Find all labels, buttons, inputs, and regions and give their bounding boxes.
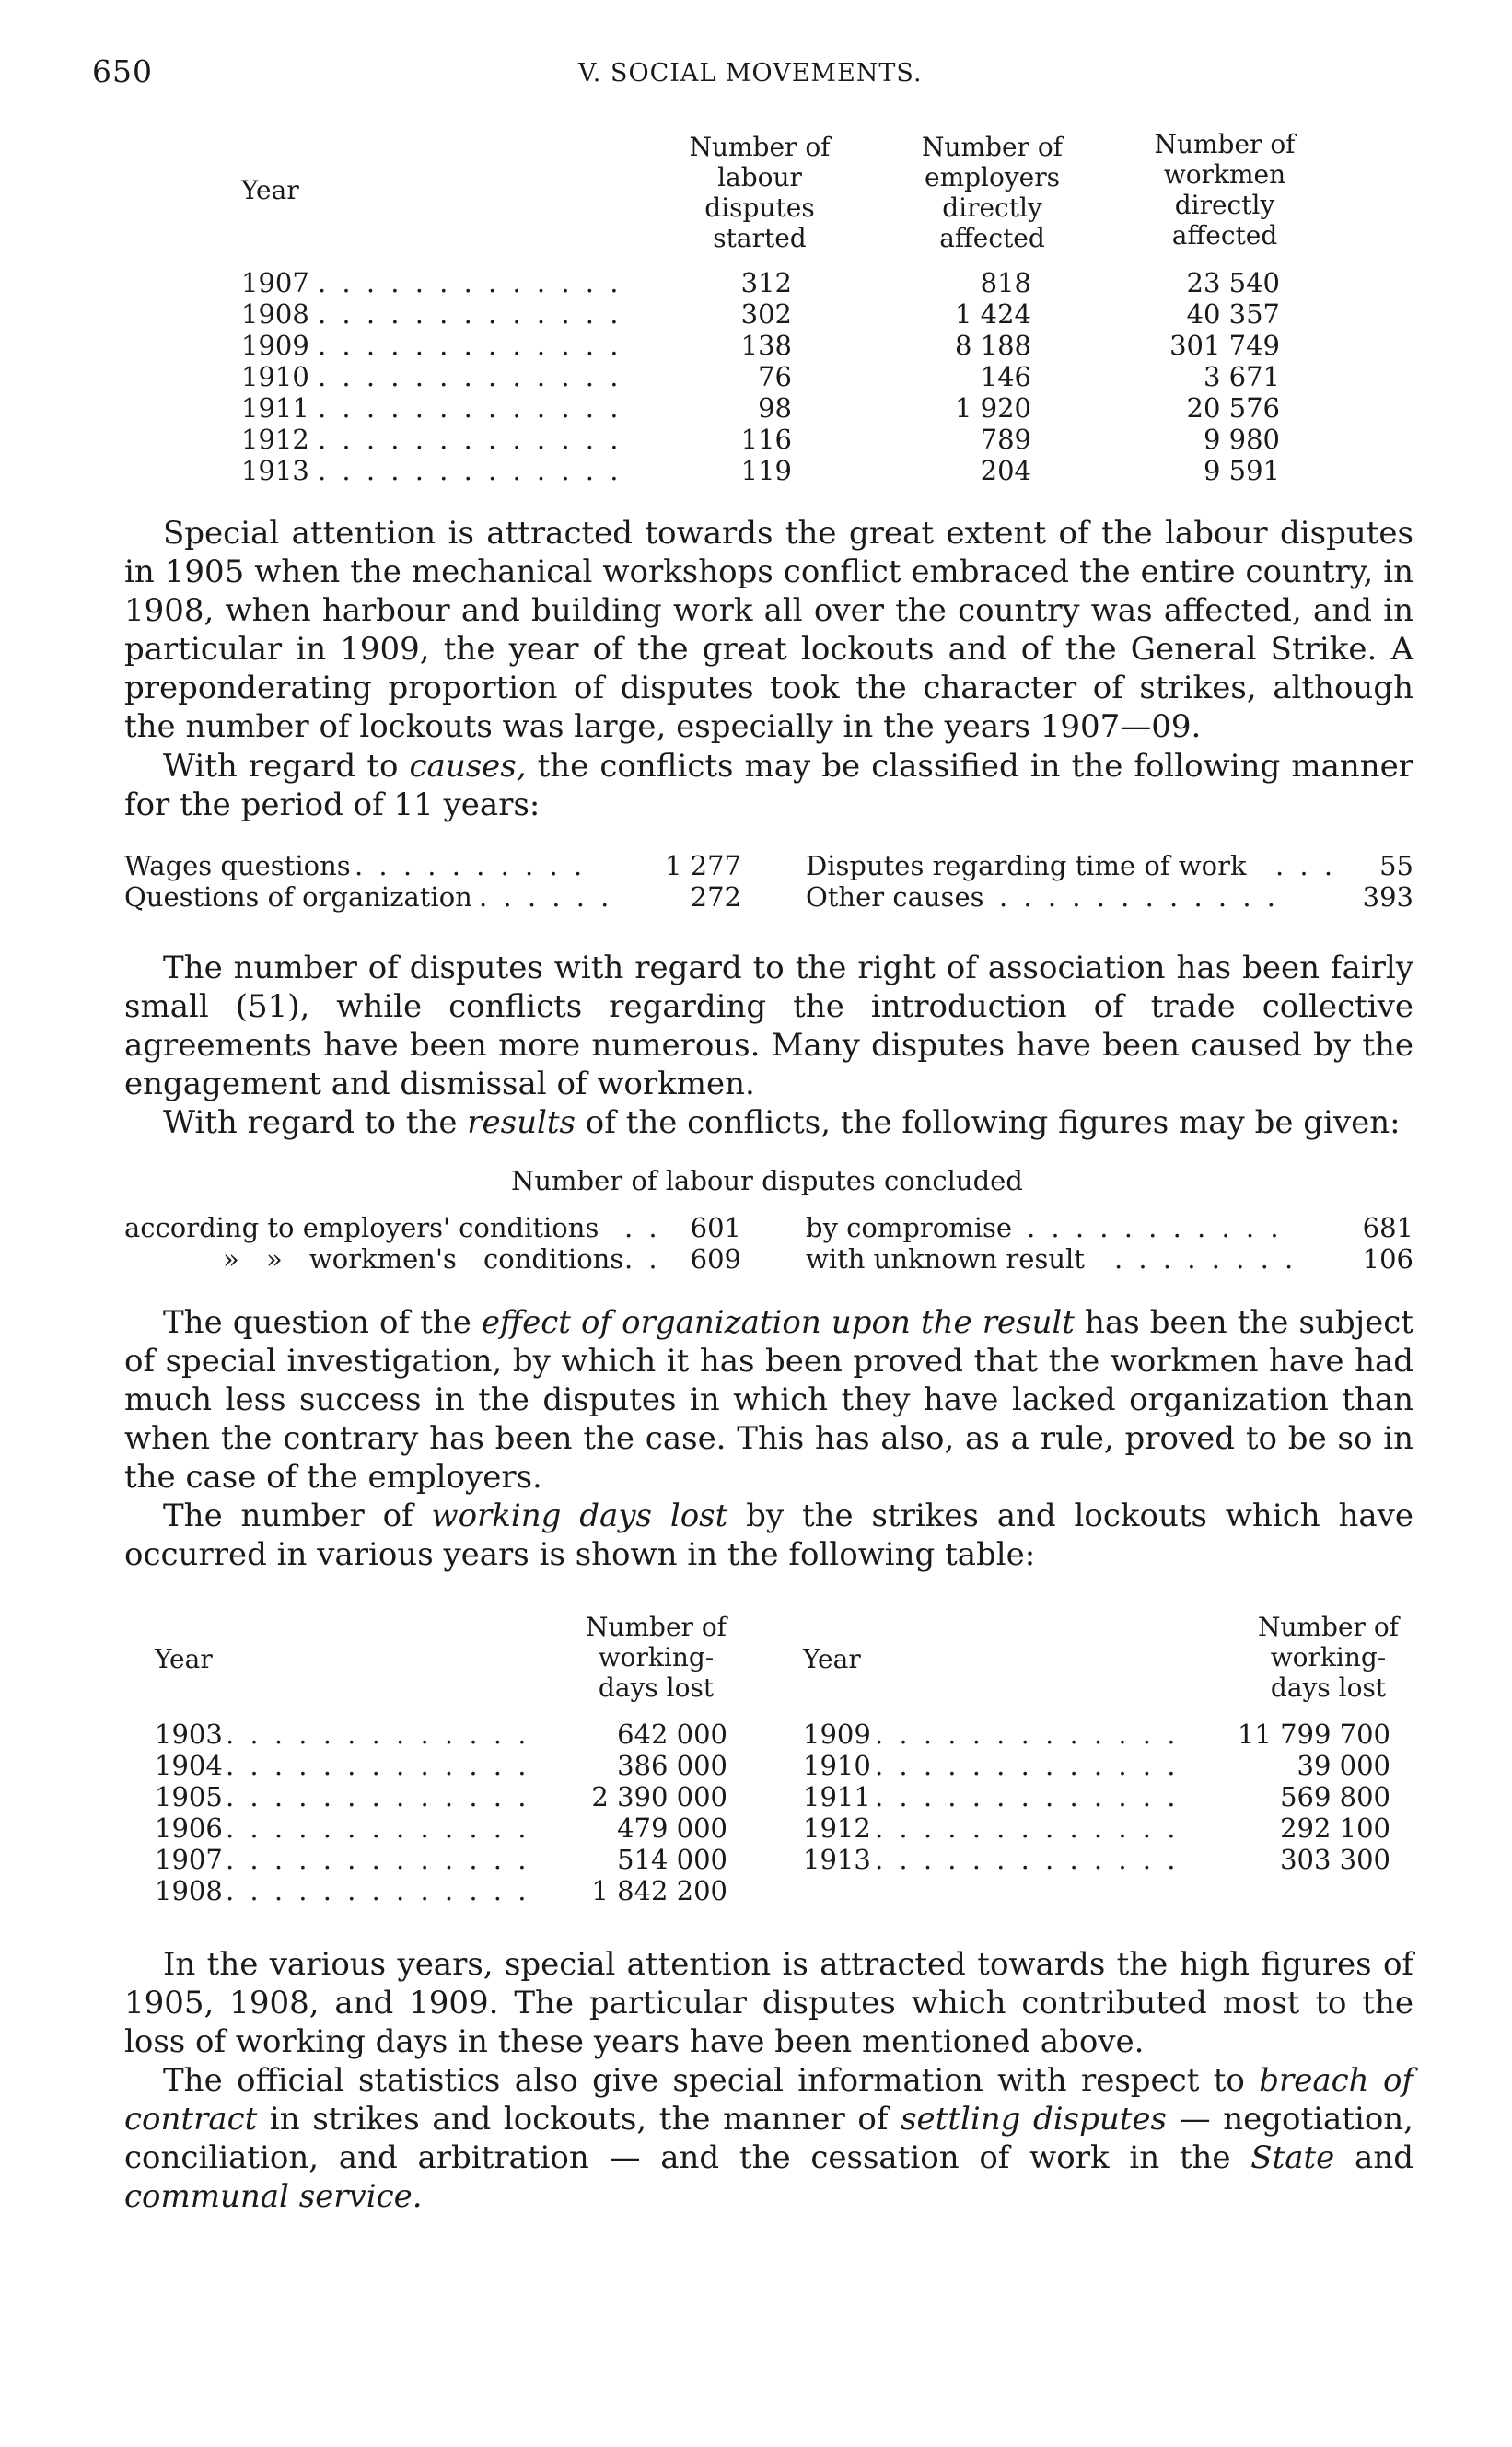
table-row-year: 1906 — [155, 1812, 223, 1844]
table-cell-disputes: 76 — [758, 361, 792, 392]
table-cell-disputes: 302 — [740, 298, 792, 330]
table-cell-employers: 1 424 — [954, 298, 1031, 330]
leader-dots: . . . . . . . . . . . . . — [226, 1719, 530, 1750]
leader-dots: . . . . . . . . . . . . . — [226, 1750, 530, 1781]
table-cell-days-lost: 479 000 — [617, 1812, 727, 1844]
table-cell-days-lost: 303 300 — [1280, 1844, 1390, 1875]
table-cell-employers: 818 — [980, 267, 1031, 298]
col-head-workmen: Number of workmen directly affected — [1154, 129, 1296, 251]
leader-dots: . . . . . . . . . . . . . — [875, 1812, 1180, 1844]
cause-value: 272 — [690, 881, 741, 913]
table-cell-days-lost: 1 842 200 — [591, 1875, 727, 1906]
running-title: V. SOCIAL MOVEMENTS. — [578, 59, 923, 87]
table-cell-days-lost: 39 000 — [1297, 1750, 1390, 1781]
table-cell-days-lost: 514 000 — [617, 1844, 727, 1875]
leader-dots: . . . . . . . . . . . . . — [318, 361, 622, 392]
col-head-days-lost: Number of working-days lost — [1257, 1612, 1400, 1703]
cause-label: Other causes — [806, 881, 984, 913]
table-row-year: 1908 — [241, 298, 309, 330]
page-number: 650 — [92, 53, 153, 89]
concluded-value: 681 — [1362, 1212, 1413, 1243]
col-head-year: Year — [155, 1644, 213, 1674]
leader-dots: . . . . . . . . . . . . . — [318, 298, 622, 330]
leader-dots: . . — [624, 1212, 661, 1243]
leader-dots: . . — [624, 1243, 661, 1275]
table-row-year: 1910 — [241, 361, 309, 392]
paragraph-disputes-extent: Special attention is attracted towards the great extent of the labour disputes in 1905 when the mechanical workshops conflict embraced the entire country, in 1908, when harbour and building work all over the country was affected, and in particular in 1909, the year of the great lockouts and of the General Strike. A preponderating proportion of disputes took the character of strikes, although the number of lockouts was large, especially in the years 1907—09. — [124, 515, 1413, 745]
table-row-year: 1908 — [155, 1875, 223, 1906]
leader-dots: . . . . . . . . . . . . . — [226, 1781, 530, 1812]
table-row-year: 1909 — [803, 1719, 871, 1750]
paragraph-working-days: The number of working days lost by the strikes and lockouts which have occurred in various years is shown in the following table: — [124, 1497, 1413, 1573]
paragraph-results-intro: With regard to the results of the conflicts, the following figures may be given: — [163, 1104, 1401, 1141]
table-cell-workmen: 301 749 — [1169, 330, 1280, 361]
table-cell-workmen: 3 671 — [1203, 361, 1280, 392]
table-cell-employers: 146 — [980, 361, 1031, 392]
leader-dots: . . . . . . . . . . . . . — [875, 1719, 1180, 1750]
concluded-title: Number of labour disputes concluded — [511, 1165, 1023, 1196]
col-head-disputes: Number of labour disputes started — [689, 132, 831, 253]
paragraph-causes-intro: With regard to causes, the conflicts may be classified in the following manner for the period of 11 years: — [124, 748, 1414, 823]
table-row-year: 1913 — [803, 1844, 871, 1875]
table-cell-days-lost: 386 000 — [617, 1750, 727, 1781]
table-row-year: 1911 — [241, 392, 309, 424]
paragraph-organization-effect: The question of the effect of organization upon the result has been the subject of special investigation, by which it has been proved that the workmen have had much less success in the disputes in which they have lacked organization than when the contrary has been the case. This has also, as a rule, proved to be so in the case of the employers. — [124, 1304, 1413, 1496]
emphasis-organization: effect of organization upon the result — [481, 1304, 1075, 1341]
paragraph-official-statistics: The official statistics also give special information with respect to breach of contract in strikes and lockouts, the manner of settling disputes — negotiation, conciliation, and arbitration — and the cessation of work in the State and communal service. — [124, 2062, 1413, 2215]
leader-dots: . . . . . . . . . . . . . — [318, 455, 622, 486]
table-cell-employers: 1 920 — [954, 392, 1031, 424]
table-cell-disputes: 98 — [758, 392, 792, 424]
leader-dots: . . . . . . . . . . — [355, 850, 587, 881]
paragraph-high-figures: In the various years, special attention is attracted towards the high figures of 1905, 1908, and 1909. The particular disputes which contributed most to the loss of working days in these years have been mentioned above. — [124, 1946, 1413, 2060]
table-row-year: 1904 — [155, 1750, 223, 1781]
cause-value: 55 — [1379, 850, 1413, 881]
table-cell-disputes: 312 — [740, 267, 792, 298]
paragraph-association: The number of disputes with regard to the right of association has been fairly small (51), while conflicts regarding the introduction of trade collective agreements have been more numerous. Many disputes have been caused by the engagement and dismissal of workmen. — [124, 950, 1413, 1102]
concluded-value: 609 — [690, 1243, 741, 1275]
table-cell-days-lost: 2 390 000 — [591, 1781, 727, 1812]
table-row-year: 1913 — [241, 455, 309, 486]
table-cell-disputes: 119 — [740, 455, 792, 486]
leader-dots: . . . — [1275, 850, 1337, 881]
emphasis-working-days: working days lost — [431, 1497, 728, 1534]
table-row-year: 1903 — [155, 1719, 223, 1750]
concluded-value: 601 — [690, 1212, 741, 1243]
table-row-year: 1907 — [241, 267, 309, 298]
concluded-label: » » workmen's conditions — [223, 1243, 624, 1275]
table-row-year: 1907 — [155, 1844, 223, 1875]
col-head-year: Year — [803, 1644, 861, 1674]
table-cell-days-lost: 569 800 — [1280, 1781, 1390, 1812]
col-head-year: Year — [241, 175, 299, 205]
col-head-employers: Number of employers directly affected — [921, 132, 1064, 253]
table-cell-workmen: 9 980 — [1203, 424, 1280, 455]
emphasis-breach: breach of contract — [124, 2062, 1413, 2138]
leader-dots: . . . . . . . . . . . . . — [875, 1844, 1180, 1875]
leader-dots: . . . . . . . . . . . . . — [226, 1875, 530, 1906]
emphasis-results: results — [467, 1104, 576, 1141]
table-cell-employers: 8 188 — [954, 330, 1031, 361]
leader-dots: . . . . . . . . . . . . . — [875, 1750, 1180, 1781]
table-cell-days-lost: 642 000 — [617, 1719, 727, 1750]
leader-dots: . . . . . . — [479, 881, 613, 913]
leader-dots: . . . . . . . . . . . — [1027, 1212, 1283, 1243]
table-cell-workmen: 40 357 — [1186, 298, 1280, 330]
cause-label: Wages questions — [124, 850, 351, 881]
leader-dots: . . . . . . . . — [1114, 1243, 1297, 1275]
table-cell-days-lost: 11 799 700 — [1237, 1719, 1390, 1750]
emphasis-causes: causes, — [409, 748, 527, 785]
table-row-year: 1912 — [803, 1812, 871, 1844]
leader-dots: . . . . . . . . . . . . . — [318, 392, 622, 424]
emphasis-settling: settling disputes — [901, 2101, 1167, 2138]
leader-dots: . . . . . . . . . . . . . — [318, 267, 622, 298]
emphasis-state: State — [1250, 2139, 1335, 2176]
table-cell-workmen: 20 576 — [1186, 392, 1280, 424]
cause-value: 1 277 — [664, 850, 741, 881]
leader-dots: . . . . . . . . . . . . . — [875, 1781, 1180, 1812]
concluded-label: by compromise — [806, 1212, 1013, 1243]
table-cell-workmen: 9 591 — [1203, 455, 1280, 486]
concluded-value: 106 — [1362, 1243, 1413, 1275]
leader-dots: . . . . . . . . . . . . . — [318, 330, 622, 361]
leader-dots: . . . . . . . . . . . . . — [226, 1812, 530, 1844]
col-head-days-lost: Number of working-days lost — [585, 1612, 727, 1703]
table-row-year: 1911 — [803, 1781, 871, 1812]
table-row-year: 1905 — [155, 1781, 223, 1812]
table-row-year: 1909 — [241, 330, 309, 361]
table-cell-workmen: 23 540 — [1186, 267, 1280, 298]
table-row-year: 1912 — [241, 424, 309, 455]
table-row-year: 1910 — [803, 1750, 871, 1781]
concluded-label: according to employers' conditions — [124, 1212, 599, 1243]
cause-label: Disputes regarding time of work — [806, 850, 1247, 881]
table-cell-employers: 789 — [980, 424, 1031, 455]
table-cell-disputes: 116 — [740, 424, 792, 455]
emphasis-communal: communal service. — [124, 2178, 423, 2215]
leader-dots: . . . . . . . . . . . . . — [226, 1844, 530, 1875]
table-cell-disputes: 138 — [740, 330, 792, 361]
cause-label: Questions of organization — [124, 881, 472, 913]
table-cell-employers: 204 — [980, 455, 1031, 486]
table-cell-days-lost: 292 100 — [1280, 1812, 1390, 1844]
concluded-label: with unknown result — [806, 1243, 1085, 1275]
leader-dots: . . . . . . . . . . . . — [999, 881, 1280, 913]
leader-dots: . . . . . . . . . . . . . — [318, 424, 622, 455]
cause-value: 393 — [1362, 881, 1413, 913]
